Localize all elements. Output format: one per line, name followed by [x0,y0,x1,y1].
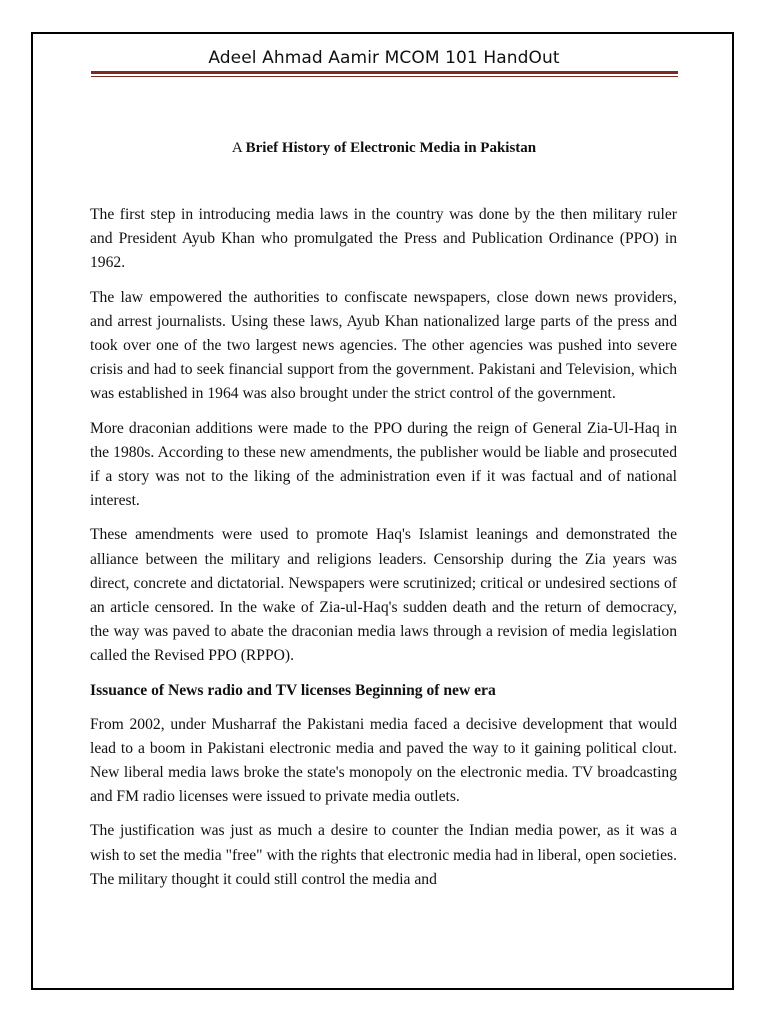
document-title-prefix: A [231,140,242,156]
section-heading: Issuance of News radio and TV licenses Beginning of new era [90,681,496,699]
paragraph: More draconian additions were made to the PPO during the reign of General Zia-Ul-Haq in the 1980s. According to these new amendments, the publisher would be liable and prosecuted if a story was not to the liking of the administration even if it was factual and of national interest. [90,419,677,510]
document-title [0,140,768,157]
header-rule-thick [91,71,678,74]
paragraph: The first step in introducing media laws in the country was done by the then military ruler and President Ayub Khan who promulgated the Press and Publication Ordinance (PPO) in 1962. [90,206,677,272]
document-title-main: Brief History of Electronic Media in Pakistan [245,140,537,156]
paragraph: The justification was just as much a desire to counter the Indian media power, as it was a wish to set the media "free" with the rights that electronic media had in liberal, open societies. The military thought it could still control the media and [90,822,677,888]
paragraph: These amendments were used to promote Haq's Islamist leanings and demonstrated the alliance between the military and religions leaders. Censorship during the Zia years was direct, concrete and dictatorial. Newspapers were scrutinized; critical or undesired sections of an article censored. In the wake of Zia-ul-Haq's sudden death and the return of democracy, the way was paved to abate the draconian media laws through a revision of media legislation called the Revised PPO (RPPO). [90,526,677,665]
paragraph: The law empowered the authorities to confiscate newspapers, close down news providers, and arrest journalists. Using these laws, Ayub Khan nationalized large parts of the press and took over one of the two largest news agencies. The other agencies was pushed into severe crisis and had to seek financial support from the government. Pakistani and Television, which was established in 1964 was also brought under the strict control of the government. [90,288,677,403]
header-title: Adeel Ahmad Aamir MCOM 101 HandOut [208,48,560,68]
paragraph: From 2002, under Musharraf the Pakistani media faced a decisive development that would lead to a boom in Pakistani electronic media and paved the way to it gaining political clout. New liberal media laws broke the state's monopoly on the electronic media. TV broadcasting and FM radio licenses were issued to private media outlets. [90,715,677,806]
document-body [90,203,677,902]
header-rule-thin [91,76,678,77]
